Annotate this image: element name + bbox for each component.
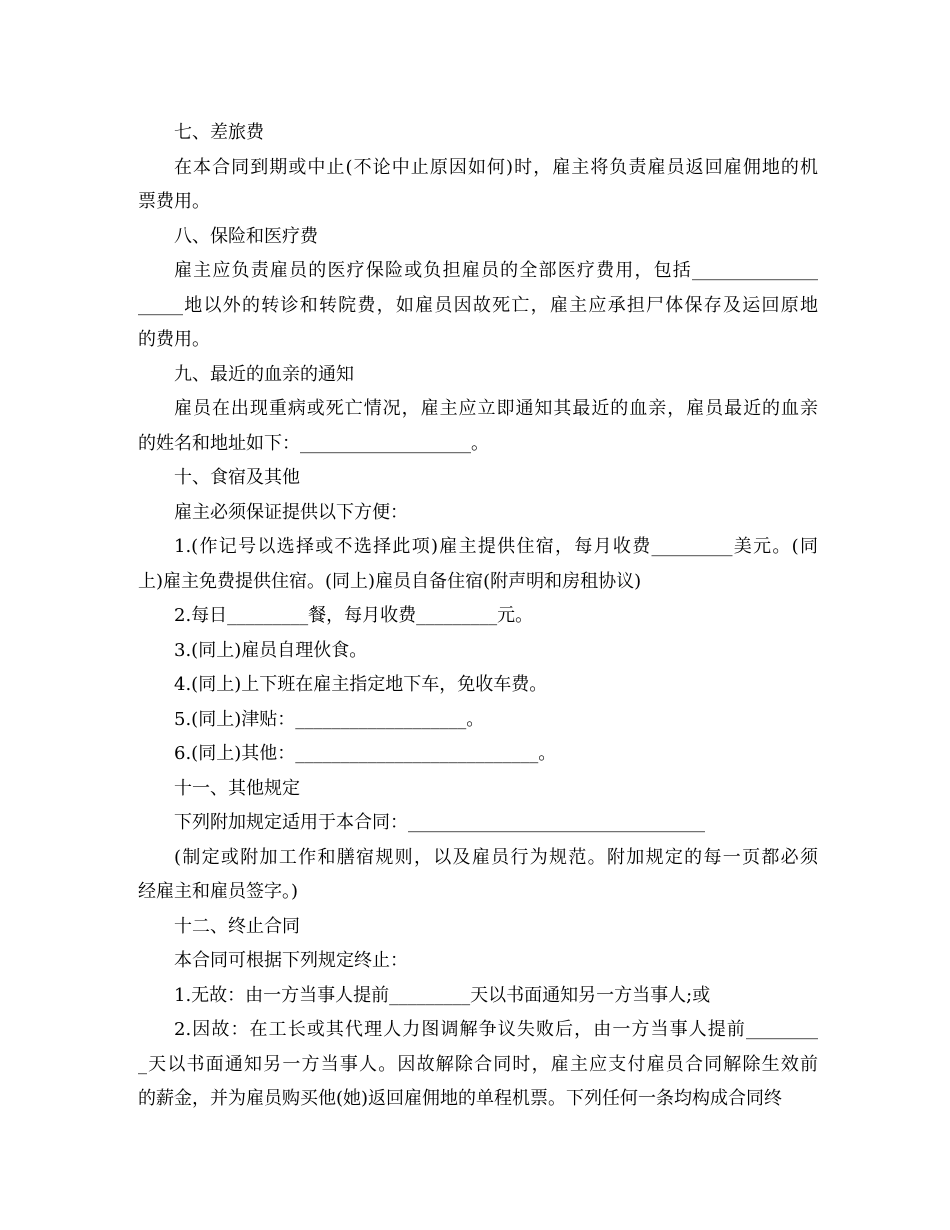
paragraph-line: 雇主必须保证提供以下方便： xyxy=(174,501,408,523)
section-heading: 八、保险和医疗费 xyxy=(174,225,318,247)
paragraph-line: 下列附加规定适用于本合同：_________________________________ xyxy=(174,812,705,833)
section-heading: 七、差旅费 xyxy=(174,122,264,143)
paragraph-line: 上)雇主免费提供住宿。(同上)雇员自备住宿(附声明和房租协议) xyxy=(138,570,642,592)
paragraph-line: _天以书面通知另一方当事人。因故解除合同时，雇主应支付雇员合同解除生效前 xyxy=(138,1053,818,1075)
paragraph-line: 的薪金，并为雇员购买他(她)返回雇佣地的单程机票。下列任何一条均构成合同终 xyxy=(138,1088,783,1109)
paragraph-line: 在本合同到期或中止(不论中止原因如何)时，雇主将负责雇员返回雇佣地的机 xyxy=(174,156,818,178)
section-heading: 九、最近的血亲的通知 xyxy=(174,363,354,385)
paragraph-line: (制定或附加工作和膳宿规则，以及雇员行为规范。附加规定的每一页都必须 xyxy=(174,846,818,868)
paragraph-line: 票费用。 xyxy=(138,191,210,212)
section-heading: 十、食宿及其他 xyxy=(174,467,300,488)
paragraph-line: 雇主应负责雇员的医疗保险或负担雇员的全部医疗费用，包括______________ xyxy=(174,260,818,281)
paragraph-line: 1.(作记号以选择或不选择此项)雇主提供住宿，每月收费_________美元。(同 xyxy=(174,536,818,557)
paragraph-line: 的费用。 xyxy=(138,329,210,350)
paragraph-line: 雇员在出现重病或死亡情况，雇主应立即通知其最近的血亲，雇员最近的血亲 xyxy=(174,398,818,419)
paragraph-line: 3.(同上)雇员自理伙食。 xyxy=(174,639,368,661)
paragraph-line: 5.(同上)津贴：___________________。 xyxy=(174,708,485,730)
paragraph-line: 本合同可根据下列规定终止： xyxy=(174,950,408,971)
paragraph-line: 4.(同上)上下班在雇主指定地下车，免收车费。 xyxy=(174,674,548,695)
section-heading: 十二、终止合同 xyxy=(174,915,300,937)
paragraph-line: 经雇主和雇员签字。) xyxy=(138,881,299,902)
paragraph-line: 2.每日_________餐，每月收费_________元。 xyxy=(174,605,534,626)
paragraph-line: 的姓名和地址如下：___________________。 xyxy=(138,432,489,454)
paragraph-line: 1.无故：由一方当事人提前_________天以书面通知另一方当事人;或 xyxy=(174,984,711,1006)
paragraph-line: _____地以外的转诊和转院费，如雇员因故死亡，雇主应承担尸体保存及运回原地 xyxy=(138,294,818,316)
section-heading: 十一、其他规定 xyxy=(174,777,300,799)
paragraph-line: 2.因故：在工长或其代理人力图调解争议失败后，由一方当事人提前________ xyxy=(174,1019,818,1040)
paragraph-line: 6.(同上)其他：___________________________。 xyxy=(174,743,557,764)
